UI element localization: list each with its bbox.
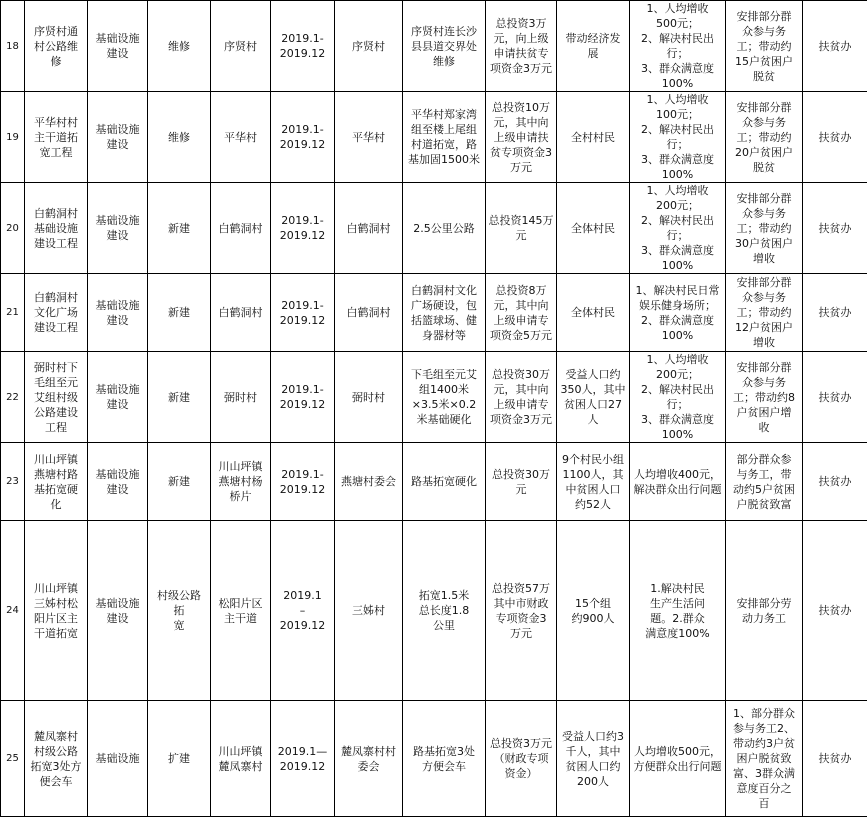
table-row — [1, 274, 867, 352]
cell-dept: 扶贫办 — [803, 521, 867, 701]
table-row — [1, 443, 867, 521]
cell-funding: 总投资57万 其中市财政 专项资金3 万元 — [486, 521, 557, 701]
cell-unit: 三姊村 — [335, 521, 403, 701]
cell-type: 村级公路 拓 宽 — [148, 521, 211, 701]
cell-beneficiary: 带动经济发 展 — [557, 1, 630, 92]
cell-period: 2019.1- 2019.12 — [271, 443, 335, 521]
cell-type: 维修 — [148, 1, 211, 92]
cell-category: 基础设施 — [88, 701, 148, 817]
cell-mechanism: 安排部分群 众参与务 工；带动约 12户贫困户 增收 — [726, 274, 803, 352]
cell-project: 川山坪镇 燕塘村路 基拓宽硬 化 — [25, 443, 88, 521]
cell-dept: 扶贫办 — [803, 274, 867, 352]
cell-period: 2019.1— 2019.12 — [271, 701, 335, 817]
cell-period: 2019.1- 2019.12 — [271, 274, 335, 352]
cell-period: 2019.1- 2019.12 — [271, 1, 335, 92]
cell-no: 19 — [1, 92, 25, 183]
cell-project: 川山坪镇 三姊村松 阳片区主 干道拓宽 — [25, 521, 88, 701]
cell-mechanism: 安排部分群 众参与务 工；带动约 30户贫困户 增收 — [726, 183, 803, 274]
cell-type: 新建 — [148, 183, 211, 274]
cell-no: 25 — [1, 701, 25, 817]
cell-mechanism: 部分群众参 与务工，带 动约5户贫困 户脱贫致富 — [726, 443, 803, 521]
cell-goal: 人均增收500元， 方便群众出行问题 — [630, 701, 726, 817]
cell-goal: 1、解决村民日常 娱乐健身场所； 2、群众满意度 100% — [630, 274, 726, 352]
table-row — [1, 701, 867, 817]
cell-content: 序贤村连长沙 县县道交界处 维修 — [403, 1, 486, 92]
cell-funding: 总投资145万 元 — [486, 183, 557, 274]
cell-category: 基础设施 建设 — [88, 1, 148, 92]
cell-funding: 总投资30万 元 — [486, 443, 557, 521]
cell-unit: 麓凤寨村村 委会 — [335, 701, 403, 817]
cell-beneficiary: 全体村民 — [557, 183, 630, 274]
cell-funding: 总投资10万 元，其中向 上级申请扶 贫专项资金3 万元 — [486, 92, 557, 183]
cell-funding: 总投资8万 元，其中向 上级申请专 项资金5万元 — [486, 274, 557, 352]
table-row — [1, 92, 867, 183]
cell-dept: 扶贫办 — [803, 1, 867, 92]
cell-goal: 1、人均增收 100元； 2、解决村民出 行； 3、群众满意度 100% — [630, 92, 726, 183]
cell-project: 白鹤洞村 基础设施 建设工程 — [25, 183, 88, 274]
cell-project: 序贤村通 村公路维 修 — [25, 1, 88, 92]
cell-no: 20 — [1, 183, 25, 274]
cell-no: 21 — [1, 274, 25, 352]
cell-beneficiary: 受益人口约3 千人，其中 贫困人口约 200人 — [557, 701, 630, 817]
cell-type: 维修 — [148, 92, 211, 183]
cell-content: 路基拓宽3处 方便会车 — [403, 701, 486, 817]
cell-funding: 总投资3万 元，向上级 申请扶贫专 项资金3万元 — [486, 1, 557, 92]
cell-category: 基础设施 建设 — [88, 274, 148, 352]
cell-unit: 白鹤洞村 — [335, 183, 403, 274]
cell-category: 基础设施 建设 — [88, 443, 148, 521]
cell-mechanism: 1、部分群众 参与务工2、 带动约3户贫 困户脱贫致 富、3群众满 意度百分之 百 — [726, 701, 803, 817]
cell-dept: 扶贫办 — [803, 92, 867, 183]
cell-dept: 扶贫办 — [803, 443, 867, 521]
cell-unit: 序贤村 — [335, 1, 403, 92]
cell-unit: 燕塘村委会 — [335, 443, 403, 521]
cell-location: 白鹤洞村 — [211, 183, 271, 274]
cell-funding: 总投资30万 元，其中向 上级申请专 项资金3万元 — [486, 352, 557, 443]
cell-no: 18 — [1, 1, 25, 92]
table-row — [1, 1, 867, 92]
cell-mechanism: 安排部分群 众参与务 工；带动约 15户贫困户 脱贫 — [726, 1, 803, 92]
cell-project: 平华村村 主干道拓 宽工程 — [25, 92, 88, 183]
cell-location: 白鹤洞村 — [211, 274, 271, 352]
cell-period: 2019.1- 2019.12 — [271, 183, 335, 274]
cell-goal: 1.解决村民 生产生活问 题。2.群众 满意度100% — [630, 521, 726, 701]
cell-content: 2.5公里公路 — [403, 183, 486, 274]
cell-no: 24 — [1, 521, 25, 701]
cell-goal: 人均增收400元， 解决群众出行问题 — [630, 443, 726, 521]
cell-period: 2019.1 – 2019.12 — [271, 521, 335, 701]
cell-type: 新建 — [148, 443, 211, 521]
cell-beneficiary: 受益人口约 350人，其中 贫困人口27 人 — [557, 352, 630, 443]
cell-no: 22 — [1, 352, 25, 443]
cell-content: 白鹤洞村文化 广场硬设，包 括篮球场、健 身器材等 — [403, 274, 486, 352]
cell-no: 23 — [1, 443, 25, 521]
table-body — [1, 1, 867, 817]
cell-unit: 白鹤洞村 — [335, 274, 403, 352]
cell-dept: 扶贫办 — [803, 352, 867, 443]
cell-location: 平华村 — [211, 92, 271, 183]
cell-location: 弼时村 — [211, 352, 271, 443]
cell-beneficiary: 9个村民小组 1100人，其 中贫困人口 约52人 — [557, 443, 630, 521]
cell-type: 新建 — [148, 352, 211, 443]
cell-funding: 总投资3万元 （财政专项 资金） — [486, 701, 557, 817]
cell-mechanism: 安排部分群 众参与务 工；带动约 20户贫困户 脱贫 — [726, 92, 803, 183]
cell-category: 基础设施 建设 — [88, 352, 148, 443]
table-row — [1, 352, 867, 443]
cell-unit: 平华村 — [335, 92, 403, 183]
cell-period: 2019.1- 2019.12 — [271, 92, 335, 183]
table-row — [1, 521, 867, 701]
cell-goal: 1、人均增收 500元； 2、解决村民出 行； 3、群众满意度 100% — [630, 1, 726, 92]
cell-category: 基础设施 建设 — [88, 183, 148, 274]
cell-type: 扩建 — [148, 701, 211, 817]
cell-location: 川山坪镇 燕塘村杨 桥片 — [211, 443, 271, 521]
cell-location: 川山坪镇 麓凤寨村 — [211, 701, 271, 817]
cell-mechanism: 安排部分群 众参与务 工；带动约8 户贫困户增 收 — [726, 352, 803, 443]
cell-beneficiary: 15个组 约900人 — [557, 521, 630, 701]
cell-category: 基础设施 建设 — [88, 521, 148, 701]
cell-project: 白鹤洞村 文化广场 建设工程 — [25, 274, 88, 352]
cell-beneficiary: 全体村民 — [557, 274, 630, 352]
cell-goal: 1、人均增收 200元； 2、解决村民出 行； 3、群众满意度 100% — [630, 352, 726, 443]
table-row — [1, 183, 867, 274]
cell-content: 下毛组至元艾 组1400米 ×3.5米×0.2 米基础硬化 — [403, 352, 486, 443]
cell-period: 2019.1- 2019.12 — [271, 352, 335, 443]
cell-type: 新建 — [148, 274, 211, 352]
cell-project: 弼时村下 毛组至元 艾组村级 公路建设 工程 — [25, 352, 88, 443]
cell-mechanism: 安排部分劳 动力务工 — [726, 521, 803, 701]
cell-dept: 扶贫办 — [803, 701, 867, 817]
cell-content: 路基拓宽硬化 — [403, 443, 486, 521]
cell-location: 序贤村 — [211, 1, 271, 92]
cell-content: 拓宽1.5米 总长度1.8 公里 — [403, 521, 486, 701]
cell-category: 基础设施 建设 — [88, 92, 148, 183]
cell-unit: 弼时村 — [335, 352, 403, 443]
cell-location: 松阳片区 主干道 — [211, 521, 271, 701]
cell-content: 平华村郑家湾 组至楼上尾组 村道拓宽，路 基加固1500米 — [403, 92, 486, 183]
cell-goal: 1、人均增收 200元； 2、解决村民出 行； 3、群众满意度 100% — [630, 183, 726, 274]
cell-beneficiary: 全村村民 — [557, 92, 630, 183]
cell-dept: 扶贫办 — [803, 183, 867, 274]
cell-project: 麓凤寨村 村级公路 拓宽3处方 便会车 — [25, 701, 88, 817]
